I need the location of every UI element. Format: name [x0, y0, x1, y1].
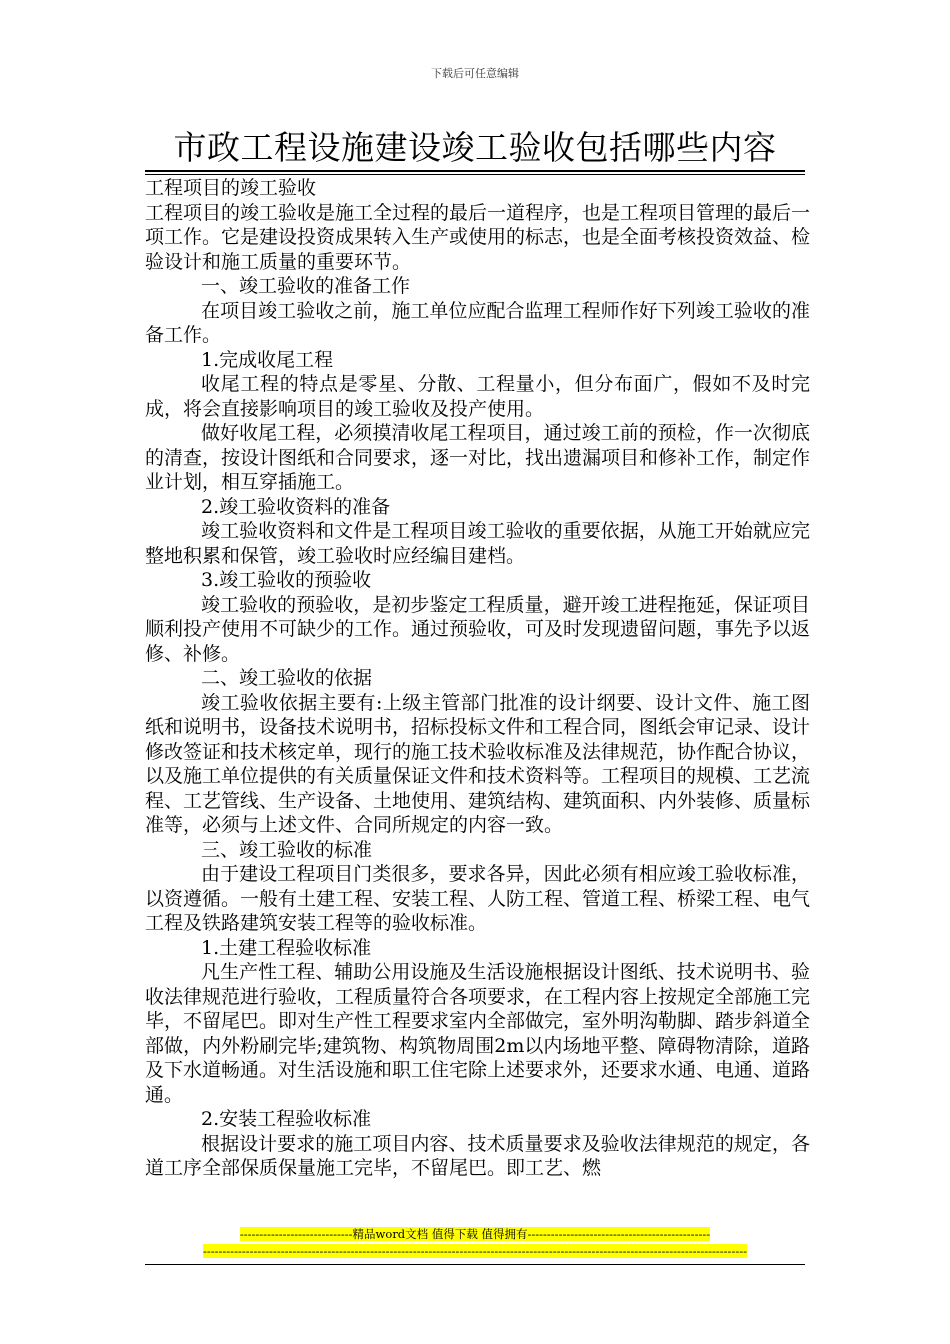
paragraph: 工程项目的竣工验收是施工全过程的最后一道程序，也是工程项目管理的最后一项工作。它是建设投资成果转入生产或使用的标志，也是全面考核投资效益、检验设计和施工质量的重要环节。 — [145, 201, 811, 273]
title-rule-thin — [145, 174, 805, 175]
footer-banner-line-1: -----------------------------精品word文档 值得下载 值得拥有----------------------------------------------- — [239, 1227, 711, 1241]
paragraph: 工程项目的竣工验收 — [145, 177, 317, 199]
paragraph: 2.安装工程验收标准 — [201, 1108, 372, 1130]
paragraph: 2.竣工验收资料的准备 — [201, 495, 391, 518]
paragraph: 1.土建工程验收标准 — [201, 936, 372, 959]
paragraph: 竣工验收资料和文件是工程项目竣工验收的重要依据，从施工开始就应完整地积累和保管，竣工验收时应经编目建档。 — [145, 520, 810, 567]
paragraph: 三、竣工验收的标准 — [201, 838, 373, 861]
footer-rule — [145, 1264, 805, 1265]
paragraph: 做好收尾工程，必须摸清收尾工程项目，通过竣工前的预检，作一次彻底的清查，按设计图纸和合同要求，逐一对比，找出遗漏项目和修补工作，制定作业计划，相互穿插施工。 — [145, 422, 811, 493]
paragraph: 1.完成收尾工程 — [201, 348, 334, 371]
paragraph: 3.竣工验收的预验收 — [201, 569, 372, 591]
paragraph: 凡生产性工程、辅助公用设施及生活设施根据设计图纸、技术说明书、验收法律规范进行验收，工程质量符合各项要求，在工程内容上按规定全部施工完毕，不留尾巴。即对生产性工程要求室内全部做完，室外明沟勒脚、踏步斜道全部做，内外粉刷完毕;建筑物、构筑物周围2m以内场地平整、障碍物清除，道路及下水道畅通。对生活设施和职工住宅除上述要求外，还要求水通、电通、道路通。 — [145, 961, 811, 1106]
header-note: 下载后可任意编辑 — [431, 67, 519, 80]
paragraph: 竣工验收的预验收，是初步鉴定工程质量，避开竣工进程拖延，保证项目顺利投产使用不可缺少的工作。通过预验收，可及时发现遗留问题，事先予以返修、补修。 — [145, 593, 811, 665]
footer-banner — [145, 1226, 805, 1260]
footer-banner-line-2: -------------------------------------------------------------------------------------------------------------------------------------------- — [202, 1244, 747, 1258]
document-title: 市政工程设施建设竣工验收包括哪些内容 — [173, 128, 777, 167]
document-body — [145, 176, 810, 1181]
paragraph: 收尾工程的特点是零星、分散、工程量小，但分布面广，假如不及时完成，将会直接影响项目的竣工验收及投产使用。 — [145, 373, 810, 420]
paragraph: 一、竣工验收的准备工作 — [201, 275, 411, 297]
paragraph: 竣工验收依据主要有:上级主管部门批准的设计纲要、设计文件、施工图纸和说明书，设备技术说明书，招标投标文件和工程合同，图纸会审记录、设计修改签证和技术核定单，现行的施工技术验收标准及法律规范，协作配合协议，以及施工单位提供的有关质量保证文件和技术资料等。工程项目的规模、工艺流程、工艺管线、生产设备、土地使用、建筑结构、建筑面积、内外装修、质量标准等，必须与上述文件、合同所规定的内容一致。 — [145, 691, 811, 836]
paragraph: 根据设计要求的施工项目内容、技术质量要求及验收法律规范的规定，各道工序全部保质保量施工完毕，不留尾巴。即工艺、燃 — [145, 1132, 810, 1179]
title-rule-thick — [145, 170, 805, 172]
paragraph: 二、竣工验收的依据 — [201, 667, 373, 689]
paragraph: 由于建设工程项目门类很多，要求各异，因此必须有相应竣工验收标准，以资遵循。一般有土建工程、安装工程、人防工程、管道工程、桥梁工程、电气工程及铁路建筑安装工程等的验收标准。 — [145, 863, 811, 934]
paragraph: 在项目竣工验收之前，施工单位应配合监理工程师作好下列竣工验收的准备工作。 — [145, 299, 810, 346]
